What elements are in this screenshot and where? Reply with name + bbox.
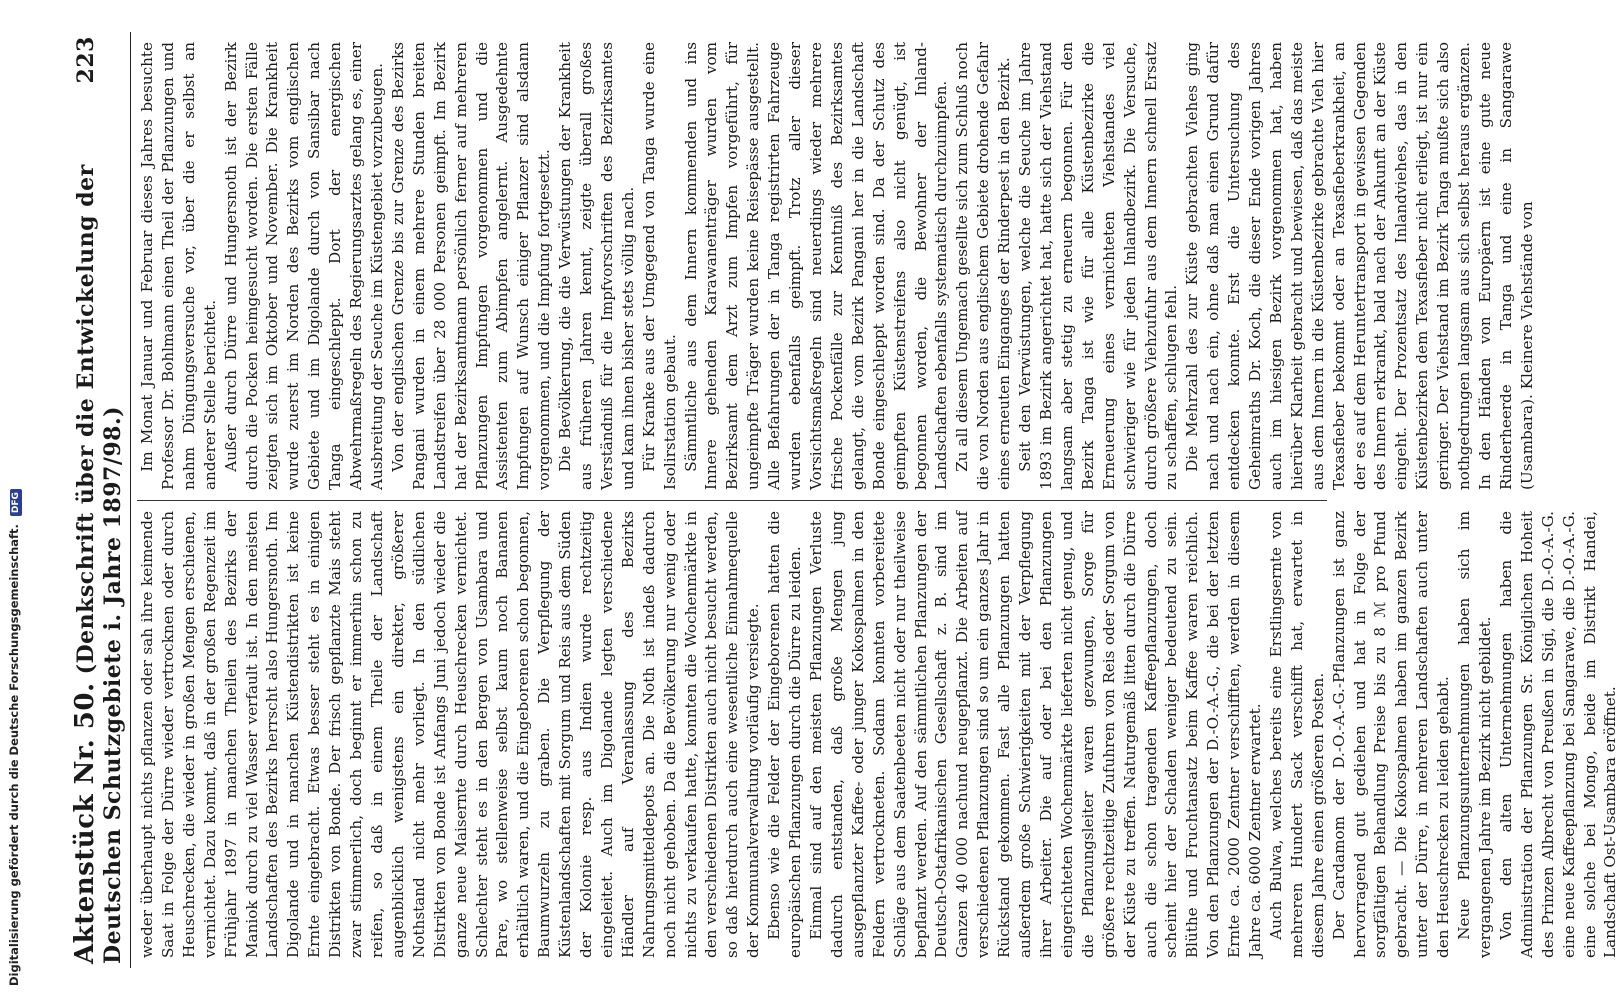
- right-column: [137, 32, 1536, 500]
- paragraph: Seit den Verwüstungen, welche die Seuche im Jahre 1893 im Bezirk angerichtet hat, hatte sich der Viehstand langsam aber stetig zu erneuern begonnen. Für den Bezirk Tanga ist wie für alle Küstenbezirke die Erneuerung eines vernichteten Viehstandes viel schwieriger wie für jeden Inlandbezirk. Die Versuche, durch größere Viehzufuhr aus dem Innern schnell Ersatz zu schaffen, schlugen fehl.: [1016, 42, 1181, 490]
- paragraph: Die Bevölkerung, die die Verwüstungen der Krankheit aus früheren Jahren kennt, zeigte überall großes Verständniß für die Impfvorschriften des Bezirksamtes und kam ihnen bisher stets völlig nach.: [556, 42, 637, 490]
- paragraph: Von den alten Unternehmungen haben die Administration der Pflanzungen Sr. Königlichen Hoheit des Prinzen Albrecht von Preußen in Sigi, die D.-O.-A.-G. eine neue Kaffeepflanzung bei Sangarawe, die D.-O.-A.-G. eine solche bei Mongo, beide im Distrikt Handei, Landschaft Ost-Usambara eröffnet.: [1496, 511, 1620, 958]
- dfg-logo: DFG: [10, 489, 22, 516]
- page-number: 223: [73, 36, 99, 84]
- paragraph: weder überhaupt nichts pflanzen oder sah ihre keimende Saat in Folge der Dürre wieder vertrocknen oder durch Heuschrecken, die wieder in großen Mengen erschienen, vernichtet. Dazu kommt, daß in der großen Regenzeit im Frühjahr 1897 in manchen Theilen des Bezirks der Maniok durch zu viel Wasser verfault ist. In den meisten Landschaften des Bezirks herrscht also Hungersnoth. Im Digolande und in manchen Küstendistrikten ist keine Ernte eingebracht. Etwas besser steht es in einigen Distrikten von Bonde. Der frisch gepflanzte Mais steht zwar stimmerlich, doch beginnt er immerhin schon zu reifen, so daß in einem Theile der Landschaft augenblicklich wenigstens ein direkter, größerer Nothstand nicht mehr vorliegt. In den südlichen Distrikten von Bonde ist Anfangs Juni jedoch wieder die ganze neue Maisernte durch Heuschrecken vernichtet. Schlechter steht es in den Bergen von Usambara und Pare, wo stellenweise selbst kaum noch Bananen erhältlich waren, und die Eingeborenen schon begonnen, Baumwurzeln zu graben. Die Verpflegung der Küstenlandschaften mit Sorgum und Reis aus dem Süden der Kolonie resp. aus Indien wurde rechtzeitig eingeleitet. Auch im Digolande legten verschiedene Händler auf Veranlassung des Bezirks Nahrungsmitteldepots an. Die Noth ist indeß dadurch noch nicht gehoben. Da die Bevölkerung nur wenig oder nichts zu verkaufen hatte, konnten die Wochenmärkte in den verschiedenen Distrikten auch nicht besucht werden, so daß hierdurch auch eine wesentliche Einnahmequelle der Kommunalverwaltung vorläufig versiegte.: [138, 511, 763, 958]
- paragraph: Außer durch Dürre und Hungersnoth ist der Bezirk durch die Pocken heimgesucht worden. Die ersten Fälle zeigten sich im Oktober und November. Die Krankheit wurde zuerst im Norden des Bezirks vom englischen Gebiete und im Digolande durch von Sansibar nach Tanga eingeschleppt. Dort der energischen Abwehrmaßregeln des Regierungsarztes gelang es, einer Ausbreitung der Seuche im Küstengebiet vorzubeugen.: [221, 42, 386, 490]
- document-page: [62, 20, 1620, 980]
- paragraph: Für Kranke aus der Umgegend von Tanga wurde eine Isolirstation gebaut.: [639, 42, 679, 490]
- left-column: [137, 500, 1620, 968]
- paragraph: Die Mehrzahl des zur Küste gebrachten Viehes ging nach und nach ein, ohne daß man einen Grund dafür entdecken konnte. Erst die Untersuchung des Geheimraths Dr. Koch, die dieser Ende vorigen Jahres auch im hiesigen Bezirk vorgenommen hat, haben hierüber Klarheit gebracht und bewiesen, daß das meiste aus dem Innern in die Küstenbezirke gebrachte Vieh hier Texasfieber bekommt oder an Texasfieberkrankheit, an der es auf dem Heruntertransport in gewissen Gegenden des Innern erkrankt, bald nach der Ankunft an der Küste eingeht. Der Prozentsatz des Inlandviehes, das in den Küstenbezirken dem Texasfieber nicht erliegt, ist nur ein geringer. Der Viehstand im Bezirk Tanga mußte sich also nothgedrungen langsam aus sich selbst heraus ergänzen. In den Händen von Europäern ist eine gute neue Rinderheerde in Tanga und eine in Sangarawe (Usambara). Kleinere Viehstände von: [1183, 42, 1536, 490]
- paragraph: Ebenso wie die Felder der Eingeborenen hatten die europäischen Pflanzungen durch die Dürre zu leiden.: [765, 511, 805, 958]
- paragraph: Auch Bulwa, welches bereits eine Erstlingsernte von mehreren Hundert Sack verschifft hat, erwartet in diesem Jahre einen größeren Posten.: [1266, 511, 1327, 958]
- document-title: (Denkschrift über die Entwickelung der Deutschen Schutzgebiete i. Jahre 1897/98.): [73, 164, 126, 964]
- paragraph: Zu all diesem Ungemach gesellte sich zum Schluß noch die von Norden aus englischem Gebiete drohende Gefahr eines erneuten Einganges der Rinderpest in den Bezirk.: [953, 42, 1014, 490]
- paragraph: Im Monat Januar und Februar dieses Jahres besuchte Professor Dr. Bohlmann einen Theil der Pflanzungen und nahm Düngungsversuche vor, über die er selbst an anderer Stelle berichtet.: [138, 42, 219, 490]
- paragraph: Sämmtliche aus dem Innern kommenden und ins Innere gehenden Karawanenträger wurden vom Bezirksamt dem Arzt zum Impfen vorgeführt, für ungeimpfte Träger wurden keine Reisepässe ausgestellt. Alle Befahrungen der in Tanga registrirten Fahrzeuge wurden ebenfalls geimpft. Trotz aller dieser Vorsichtsmaßregeln sind neuerdings wieder mehrere frische Pockenfälle zur Kenntniß des Bezirksamtes gelangt, die vom Bezirk Pangani her in die Landschaft Bonde eingeschleppt worden sind. Da der Schutz des geimpften Küstenstreifens also nicht genügt, ist begonnen worden, die Bewohner der Inland-Landschaften ebenfalls systematisch durchzuimpfen.: [681, 42, 951, 490]
- page-header: [70, 32, 131, 968]
- paragraph: Neue Pflanzungsunternehmungen haben sich im vergangenen Jahre im Bezirk nicht gebildet.: [1455, 511, 1494, 958]
- paragraph: Der Cardamom der D.-O.-A.-G.-Pflanzungen ist ganz hervorragend gut gediehen und hat in Folge der sorgfältigen Behandlung Preise bis zu 8 ℳ pro Pfund gebracht. — Die Kokospalmen haben im ganzen Bezirk unter der Dürre, in mehreren Landschaften auch unter den Heuschrecken zu leiden gehabt.: [1329, 511, 1453, 958]
- credit-text: Digitalisierung gefördert durch die Deutsche Forschungsgemeinschaft.: [7, 524, 21, 986]
- paragraph: Einmal sind auf den meisten Pflanzungen Verluste dadurch entstanden, daß große Mengen jung ausgepflanzter Kaffee- oder junger Kokospalmen in den Feldern vertrockneten. Sodann konnten vorbereitete Schläge aus dem Saatenbeeten nicht oder nur theilweise bepflanzt werden. Auf den sämmtlichen Pflanzungen der Deutsch-Ostafrikanischen Gesellschaft z. B. sind im Ganzen 40 000 nachund neugepflanzt. Die Arbeiten auf verschiedenen Pflanzungen sind so um ein ganzes Jahr in Rückstand gekommen. Fast alle Pflanzungen hatten außerdem große Schwierigkeiten mit der Verpflegung ihrer Arbeiter. Die auf oder bei den Pflanzungen eingerichteten Wochenmärkte lieferten nicht genug, und die Pflanzungsleiter waren gezwungen, Sorge für größere rechtzeitige Zufuhren von Reis oder Sorgum von der Küste zu treffen. Naturgemäß litten durch die Dürre auch die schon tragenden Kaffeepflanzungen, doch scheint hier der Schaden weniger bedeutend zu sein. Blüthe und Fruchtansatz beim Kaffee waren reichlich. Von den Pflanzungen der D.-O.-A.-G., die bei der letzten Ernte ca. 2000 Zentner verschifften, werden in diesem Jahre ca. 6000 Zentner erwartet.: [807, 511, 1265, 958]
- paragraph: Von der englischen Grenze bis zur Grenze des Bezirks Pangani wurden in einem mehrere Stunden breiten Landstreifen über 28 000 Personen geimpft. Im Bezirk hat der Bezirksamtmann persönlich ferner auf mehreren Pflanzungen Impfungen vorgenommen und die Assistenten zum Abimpfen angelernt. Ausgedehnte Impfungen auf Wunsch einiger Pflanzer sind alsdann vorgenommen, und die Impfung fortgesetzt.: [388, 42, 554, 490]
- text-columns: [137, 32, 1620, 968]
- digitization-credit: [7, 489, 22, 986]
- document-number: Aktenstück Nr. 50.: [70, 682, 100, 964]
- running-title: [70, 83, 126, 964]
